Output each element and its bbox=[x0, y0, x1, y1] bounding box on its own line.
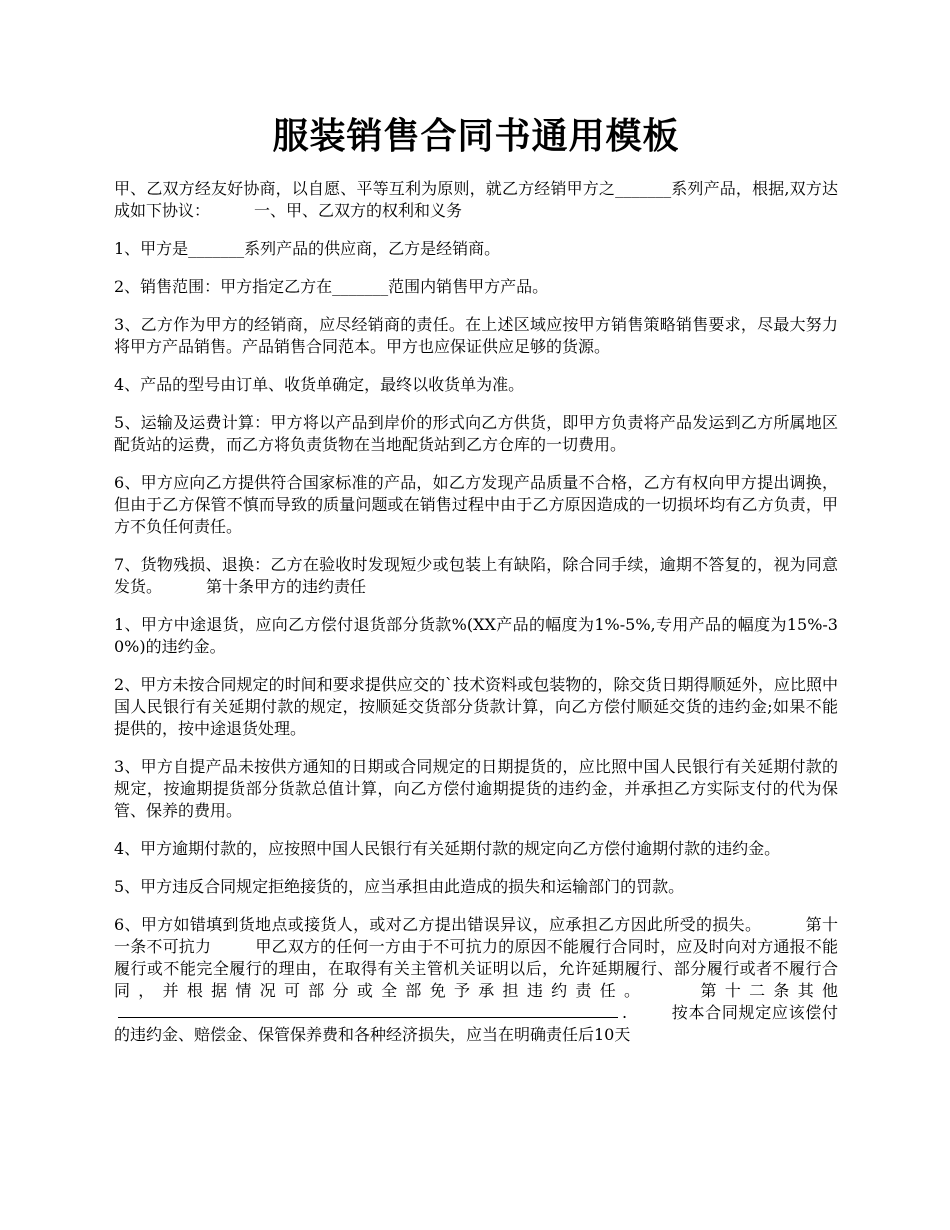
paragraph: 1、甲方是_______系列产品的供应商，乙方是经销商。 bbox=[114, 239, 501, 258]
paragraph: 2、甲方未按合同规定的时间和要求提供应交的`技术资料或包装物的，除交货日期得顺延外，应比照中国人民银行有关延期付款的规定，按顺延交货部分货款计算，向乙方偿付顺延交货的违约金;如果不能提供的，按中途退货处理。 bbox=[114, 675, 838, 738]
paragraph: 6、甲方应向乙方提供符合国家标准的产品，如乙方发现产品质量不合格，乙方有权向甲方提出调换，但由于乙方保管不慎而导致的质量问题或在销售过程中由于乙方原因造成的一切损坏均有乙方负责，甲方不负任何责任。 bbox=[114, 473, 838, 536]
paragraph-text: 7、货物残损、退换：乙方在验收时发现短少或包装上有缺陷，除合同手续，逾期不答复的，视为同意发货。 bbox=[114, 555, 838, 596]
paragraph: 5、运输及运费计算：甲方将以产品到岸价的形式向乙方供货，即甲方负责将产品发运到乙方所属地区配货站的运费，而乙方将负责货物在当地配货站到乙方仓库的一切费用。 bbox=[114, 413, 838, 454]
paragraph: 4、产品的型号由订单、收货单确定，最终以收货单为准。 bbox=[114, 375, 525, 394]
paragraph bbox=[114, 554, 838, 598]
paragraph-text: 甲、乙双方经友好协商，以自愿、平等互利为原则，就乙方经销甲方之_______系列产品，根据,双方达成如下协议： bbox=[114, 179, 838, 220]
article-heading: 第十条甲方的违约责任 bbox=[206, 577, 367, 596]
paragraph-text: 甲乙双方的任何一方由于不可抗力的原因不能履行合同时，应及时向对方通报不能履行或不能完全履行的理由，在取得有关主管机关证明以后，允许延期履行、部分履行或者不履行合同，并根据情况可部分或全部免予承担违约责任。 bbox=[114, 937, 838, 1000]
paragraph-text: 按本合同规定应该偿付的违约金、赔偿金、保管保养费和各种经济损失，应当在明确责任后10天 bbox=[114, 1003, 838, 1044]
document-page bbox=[114, 108, 838, 1046]
paragraph: 4、甲方逾期付款的，应按照中国人民银行有关延期付款的规定向乙方偿付逾期付款的违约金。 bbox=[114, 839, 781, 858]
paragraph: 3、甲方自提产品未按供方通知的日期或合同规定的日期提货的，应比照中国人民银行有关延期付款的规定，按逾期提货部分货款总值计算，向乙方偿付逾期提货的违约金，并承担乙方实际支付的代为保管、保养的费用。 bbox=[114, 757, 838, 820]
paragraph: 3、乙方作为甲方的经销商，应尽经销商的责任。在上述区域应按甲方销售策略销售要求，尽最大努力将甲方产品销售。产品销售合同范本。甲方也应保证供应足够的货源。 bbox=[114, 315, 838, 356]
paragraph: 1、甲方中途退货，应向乙方偿付退货部分货款%(XX产品的幅度为1%-5%,专用产品的幅度为15%-30%)的违约金。 bbox=[114, 615, 838, 656]
paragraph: 5、甲方违反合同规定拒绝接货的，应当承担由此造成的损失和运输部门的罚款。 bbox=[114, 877, 685, 896]
paragraph-text: . bbox=[622, 1003, 628, 1022]
paragraph-intro bbox=[114, 178, 838, 222]
paragraph-text: 6、甲方如错填到货地点或接货人，或对乙方提出错误异议，应承担乙方因此所受的损失。 bbox=[114, 915, 762, 934]
article-heading: 第十二条其他 bbox=[692, 981, 838, 1000]
fill-in-blank bbox=[118, 1003, 618, 1018]
section-heading: 一、甲、乙双方的权利和义务 bbox=[254, 201, 463, 220]
document-title: 服装销售合同书通用模板 bbox=[272, 115, 680, 157]
paragraph: 2、销售范围：甲方指定乙方在_______范围内销售甲方产品。 bbox=[114, 277, 549, 296]
article-heading: 第十一条不可抗力 bbox=[114, 915, 838, 956]
paragraph-final bbox=[114, 914, 838, 1046]
